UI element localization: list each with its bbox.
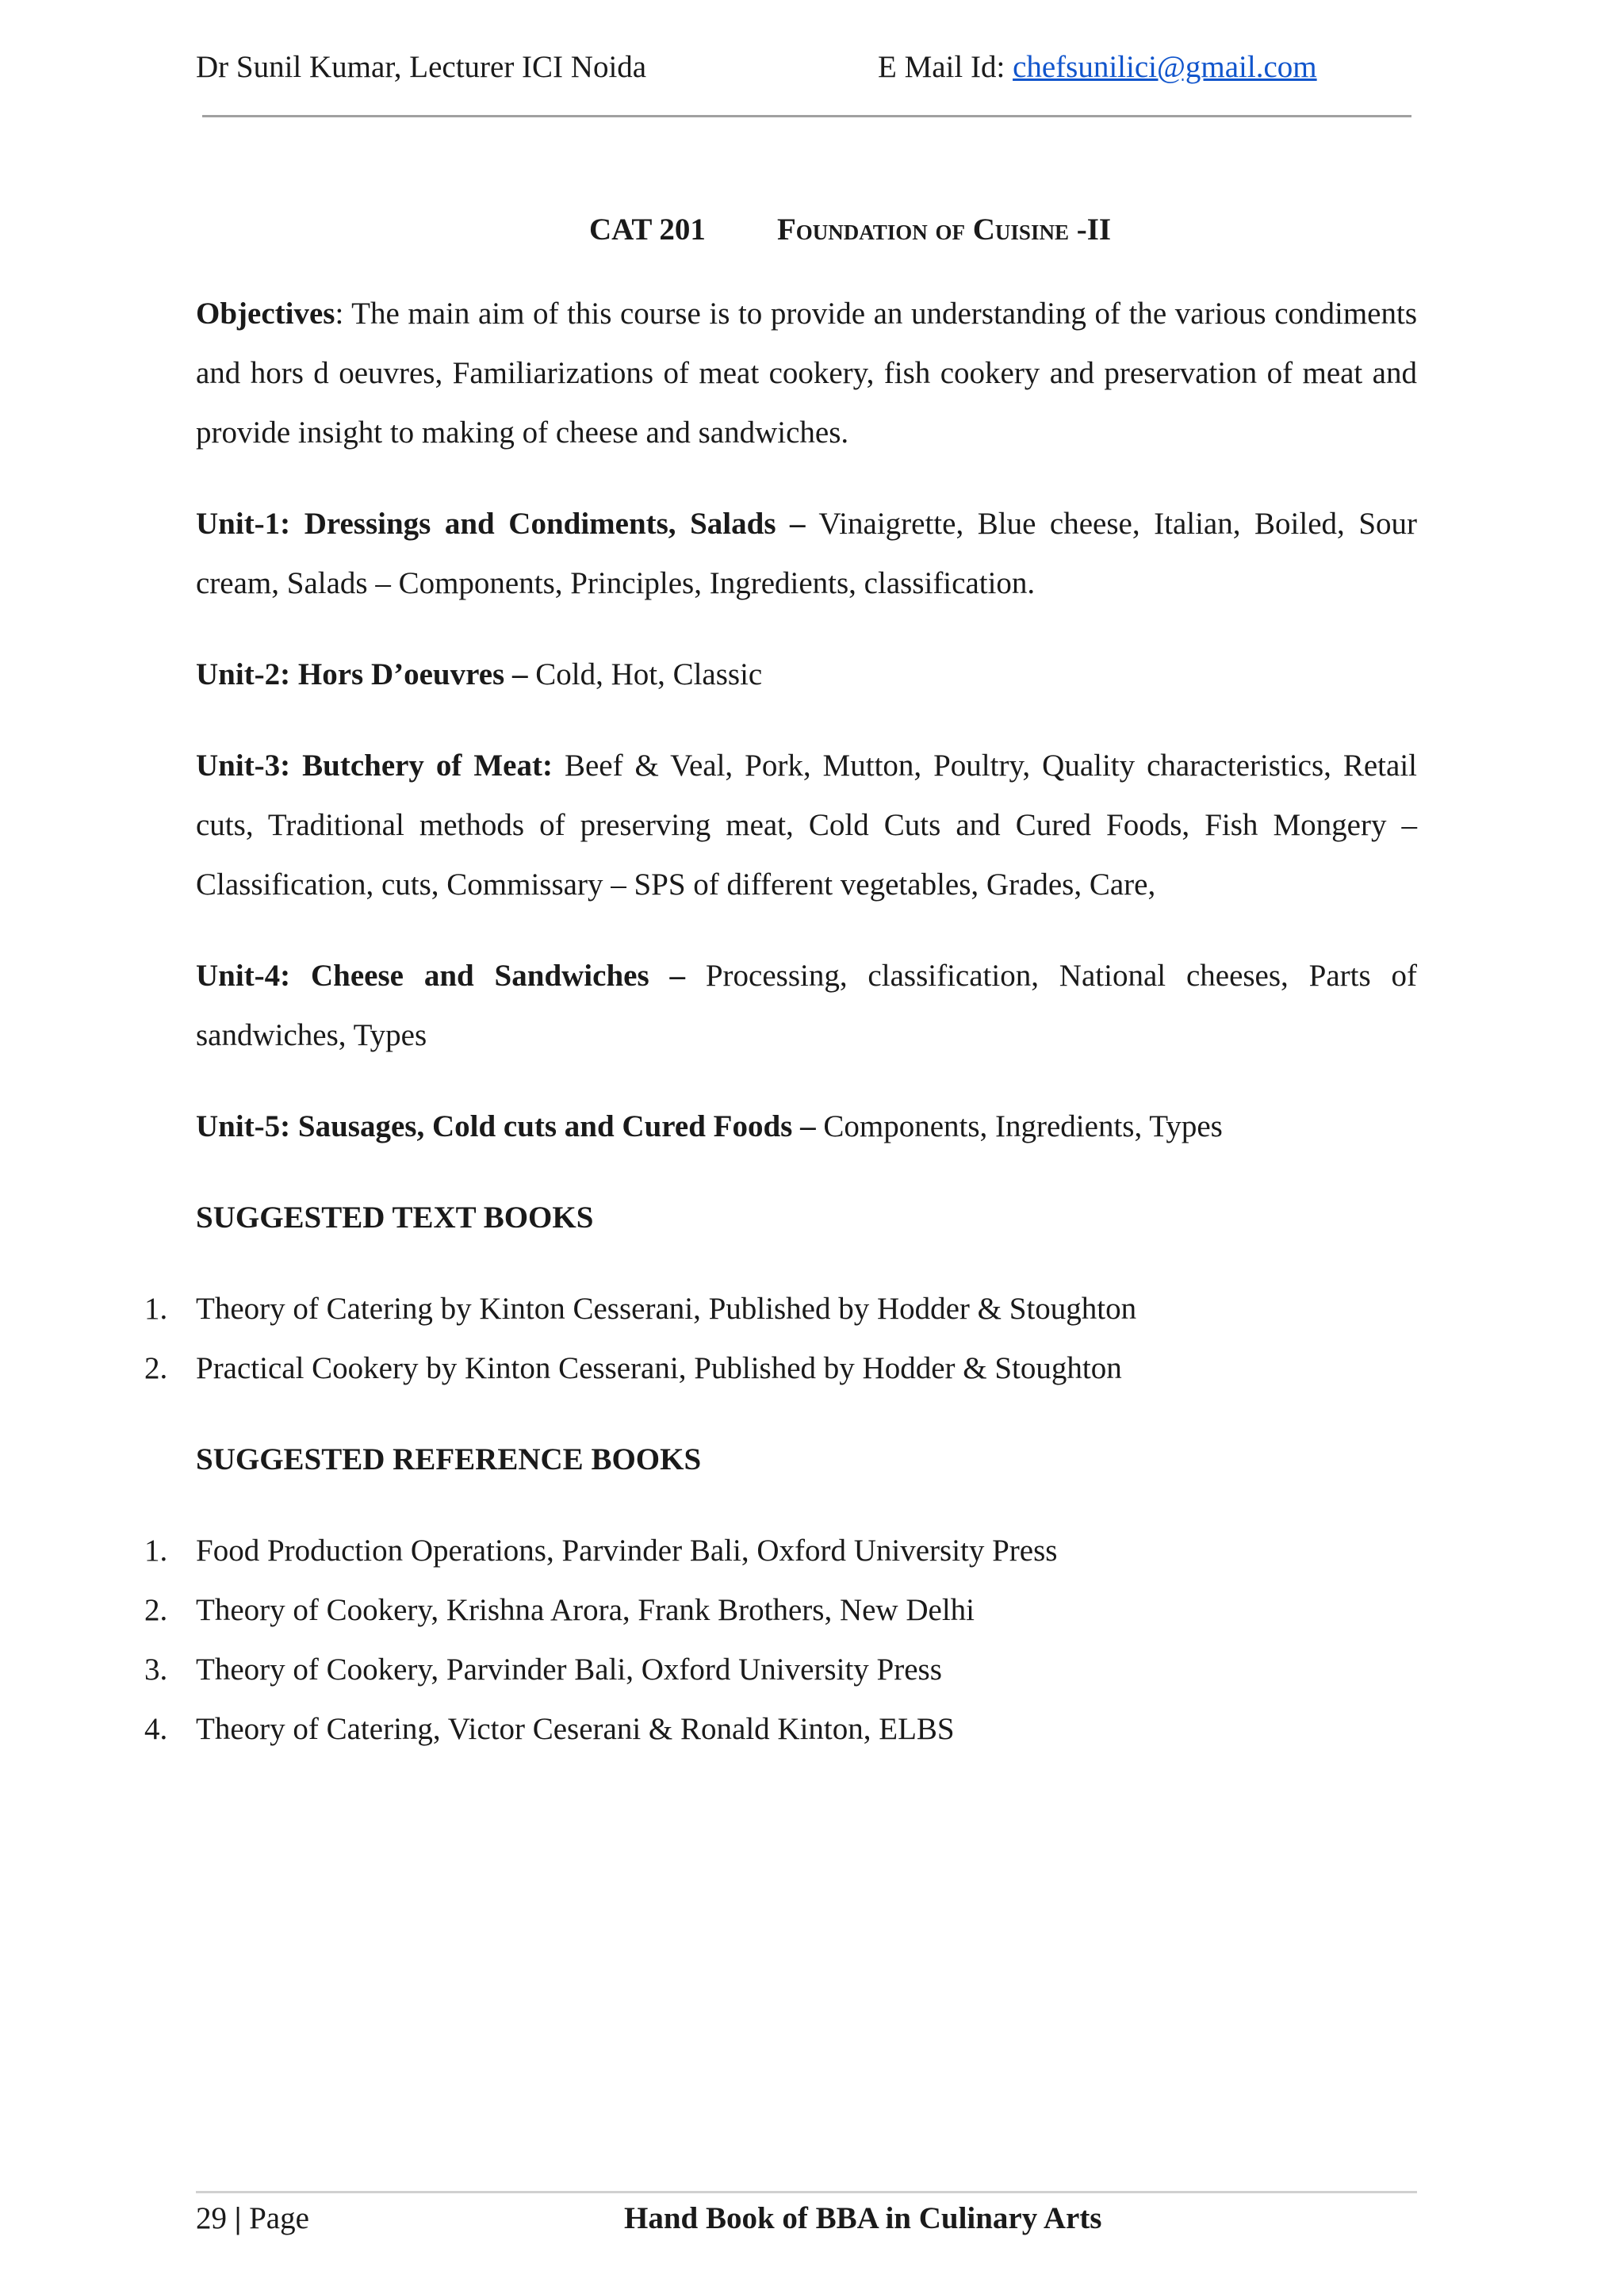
page-content bbox=[144, 206, 1418, 1790]
unit-heading: Unit-3: Butchery of Meat: bbox=[196, 749, 553, 783]
list-number: 3. bbox=[144, 1653, 168, 1687]
unit-heading: Unit-4: Cheese and Sandwiches – bbox=[196, 959, 685, 993]
unit-5-paragraph bbox=[196, 1097, 1417, 1156]
page-header bbox=[196, 49, 1417, 97]
list-item bbox=[144, 1338, 1417, 1398]
unit-text: Cold, Hot, Classic bbox=[527, 657, 763, 691]
page-number bbox=[196, 2200, 309, 2236]
objectives-paragraph bbox=[196, 284, 1417, 462]
unit-text: Vinaigrette, Blue cheese, Italian, Boiled, Sour cream, Salads – Components, Principles, Ingredients, classification. bbox=[196, 507, 1417, 600]
list-item bbox=[144, 1580, 1417, 1640]
list-text: Theory of Cookery, Krishna Arora, Frank Brothers, New Delhi bbox=[196, 1593, 975, 1627]
list-item bbox=[144, 1521, 1417, 1580]
footer-divider bbox=[196, 2191, 1417, 2193]
list-number: 2. bbox=[144, 1593, 168, 1627]
unit-2-paragraph bbox=[196, 645, 1417, 704]
page-number-value: 29 bbox=[196, 2201, 227, 2235]
reference-books-list bbox=[144, 1521, 1417, 1759]
unit-text: Components, Ingredients, Types bbox=[815, 1109, 1223, 1143]
list-item bbox=[144, 1640, 1417, 1699]
header-author: Dr Sunil Kumar, Lecturer ICI Noida bbox=[196, 50, 647, 84]
email-link[interactable]: chefsunilici@gmail.com bbox=[1013, 50, 1317, 84]
text-books-list bbox=[144, 1279, 1417, 1398]
header-email bbox=[878, 49, 1317, 85]
list-number: 1. bbox=[144, 1292, 168, 1326]
page-label: Page bbox=[241, 2201, 309, 2235]
unit-4-paragraph bbox=[196, 946, 1417, 1065]
objectives-text: : The main aim of this course is to provide an understanding of the various condiments and hors d oeuvres, Familiarizations of meat cookery, fish cookery and preservation of meat and provide insight to making of cheese and sandwiches. bbox=[196, 297, 1417, 450]
course-title bbox=[196, 206, 1417, 254]
unit-heading: Unit-2: Hors D’oeuvres – bbox=[196, 657, 528, 691]
page-separator: | bbox=[234, 2201, 242, 2235]
unit-heading: Unit-1: Dressings and Condiments, Salads – bbox=[196, 507, 806, 541]
list-text: Practical Cookery by Kinton Cesserani, Published by Hodder & Stoughton bbox=[196, 1351, 1122, 1385]
list-text: Theory of Cookery, Parvinder Bali, Oxford University Press bbox=[196, 1653, 942, 1687]
unit-3-paragraph bbox=[196, 736, 1417, 914]
page-footer bbox=[196, 2200, 1417, 2248]
list-text: Theory of Catering, Victor Ceserani & Ronald Kinton, ELBS bbox=[196, 1712, 955, 1746]
course-code: CAT 201 bbox=[588, 213, 706, 247]
unit-heading: Unit-5: Sausages, Cold cuts and Cured Foods – bbox=[196, 1109, 816, 1143]
list-text: Theory of Catering by Kinton Cesserani, Published by Hodder & Stoughton bbox=[196, 1292, 1137, 1326]
objectives-label: Objectives bbox=[196, 297, 335, 331]
unit-text: Beef & Veal, Pork, Mutton, Poultry, Quality characteristics, Retail cuts, Traditional methods of preserving meat, Cold Cuts and Cured Foods, Fish Mongery – Classification, cuts, Commissary – SPS of different vegetables, Grades, Care, bbox=[196, 749, 1418, 902]
header-divider bbox=[202, 115, 1411, 117]
list-item bbox=[144, 1699, 1417, 1759]
list-text: Food Production Operations, Parvinder Bali, Oxford University Press bbox=[196, 1534, 1058, 1568]
list-number: 2. bbox=[144, 1351, 168, 1385]
unit-1-paragraph bbox=[196, 494, 1417, 613]
email-label: E Mail Id: bbox=[878, 50, 1013, 84]
list-item bbox=[144, 1279, 1417, 1338]
unit-text: Processing, classification, National cheeses, Parts of sandwiches, Types bbox=[196, 959, 1417, 1052]
course-name: Foundation of Cuisine -II bbox=[776, 213, 1112, 247]
handbook-title: Hand Book of BBA in Culinary Arts bbox=[624, 2201, 1102, 2235]
reference-books-heading: SUGGESTED REFERENCE BOOKS bbox=[196, 1442, 702, 1476]
list-number: 4. bbox=[144, 1712, 168, 1746]
text-books-heading: SUGGESTED TEXT BOOKS bbox=[196, 1201, 594, 1235]
list-number: 1. bbox=[144, 1534, 168, 1568]
